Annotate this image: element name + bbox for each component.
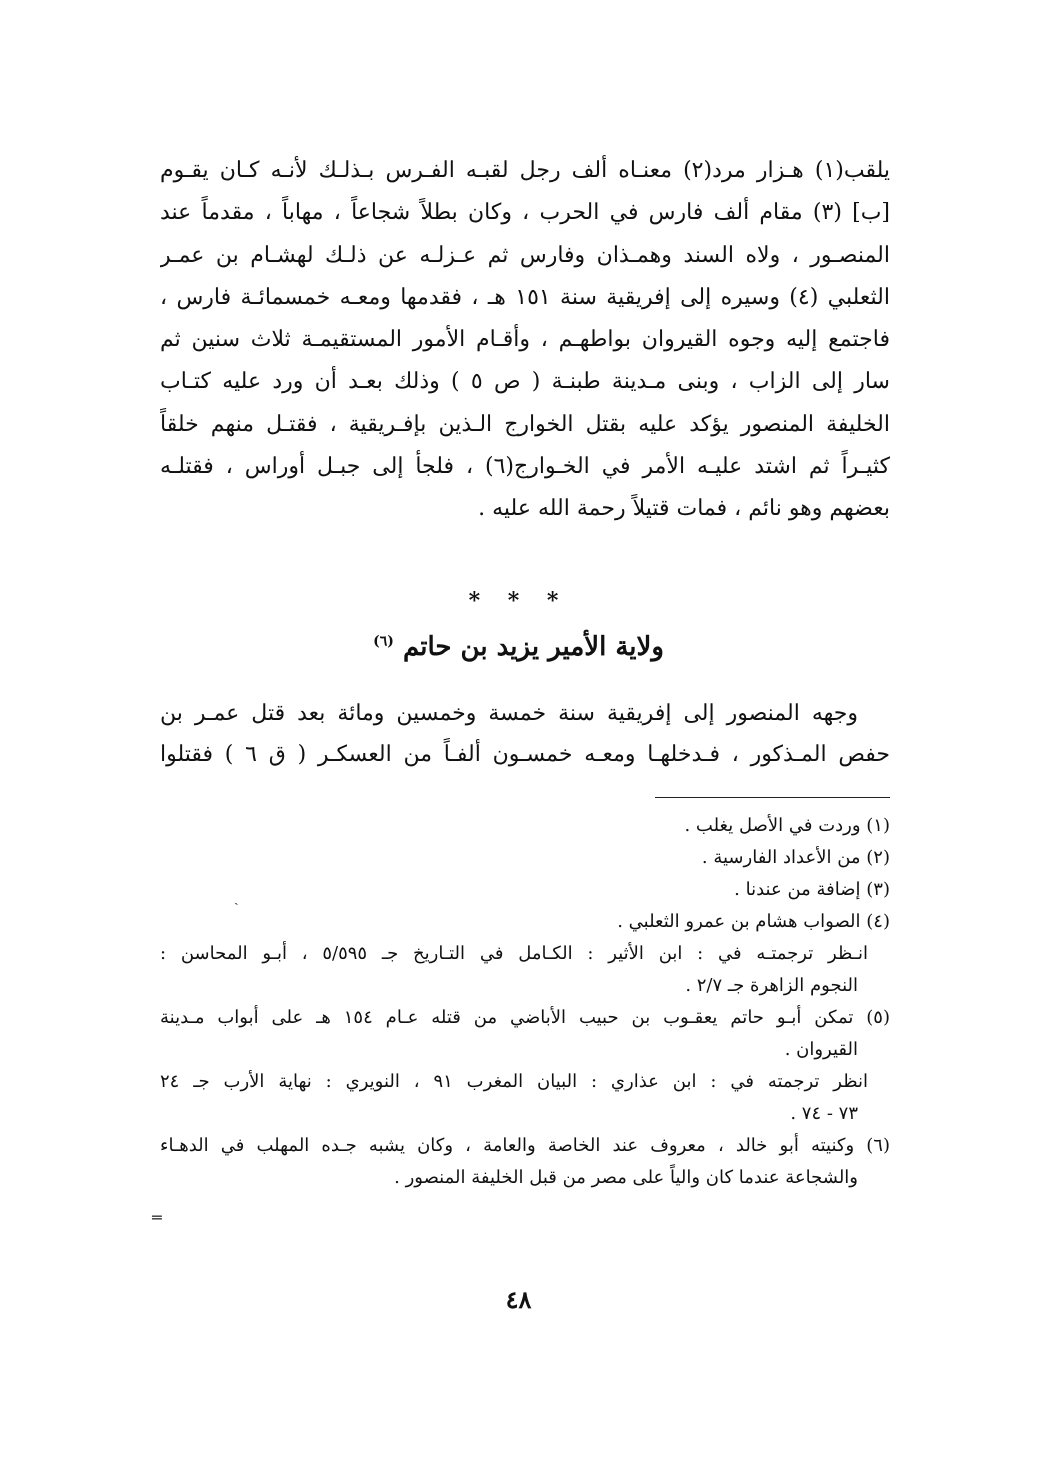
text-line: سار إلى الزاب ، وبنى مـدينة طبنـة ( ص ٥ ) وذلك بعـد أن ورد عليه كتـاب [160,369,890,395]
scan-speck: ˏ [234,890,239,906]
footnote: (٥) تمكن أبـو حاتم يعقـوب بن حبيب الأباضي من قتله عـام ١٥٤ هـ على أبواب مـدينة [160,1007,890,1028]
section-heading-text: ولاية الأمير يزيد بن حاتم [402,632,664,662]
footnote-reference: انظر ترجمته في : ابن عذاري : البيان المغرب ٩١ ، النويري : نهاية الأرب جـ ٢٤ [160,1071,868,1092]
footnote: (١) وردت في الأصل يغلب . [684,815,890,836]
footnote: (٣) إضافة من عندنا . [734,879,890,900]
text-line: يلقب(١) هـزار مرد(٢) معنـاه ألف رجل لقبـه الفـرس بـذلـك لأنـه كـان يقـوم [160,158,890,183]
scan-mark: ═ [152,1208,162,1227]
footnote-continuation: النجوم الزاهرة جـ ٢/٧ . [685,975,858,996]
text-line: بعضهم وهو نائم ، فمات قتيلاً رحمة الله عليه . [478,496,890,522]
text-line: فاجتمع إليه وجوه القيروان بواطهـم ، وأقـام الأمور المستقيمـة ثلاث سنين ثم [160,327,890,353]
text-line: المنصـور ، ولاه السند وهمـذان وفارس ثم عـزلـه عن ذلـك لهشـام بن عمـر [160,242,890,268]
main-paragraph [160,150,890,531]
footnotes [160,810,890,1194]
footnote-continuation: القيروان . [784,1039,858,1060]
text-line: [ب] (٣) مقام ألف فارس في الحرب ، وكان بطلاً شجاعاً ، مهاباً ، مقدماً عند [160,200,890,226]
second-paragraph [160,693,890,775]
text-line: كثيـراً ثم اشتد عليـه الأمر في الخـوارج(٦) ، فلجأ إلى جبـل أوراس ، فقتلـه [160,454,890,480]
footnote-reference: انـظر ترجمتـه في : ابن الأثير : الكـامل في التـاريخ جـ ٥/٥٩٥ ، أبـو المحاسن : [160,943,868,964]
footnote: (٢) من الأعداد الفارسية . [701,847,890,868]
text-line: وجهه المنصور إلى إفريقية سنة خمسة وخمسين ومائة بعد قتل عمـر بن [160,701,858,726]
footnote-continuation: ٧٣ - ٧٤ . [790,1103,858,1124]
footnote-ref: (٦) [373,633,394,650]
page-number: ٤٨ [505,1285,532,1314]
footnote: (٦) وكنيته أبو خالد ، معروف عند الخاصة والعامة ، وكان يشبه جـده المهلب في الدهـاء [160,1135,890,1156]
section-heading [0,632,1037,662]
text-line: حفص المـذكور ، فـدخلهـا ومعـه خمسـون ألفـاً من العسكـر ( ق ٦ ) فقتلوا [160,742,890,767]
text-line: الثعلبي (٤) وسيره إلى إفريقية سنة ١٥١ هـ ، فقدمها ومعـه خمسمائـة فارس ، [160,284,890,310]
footnote-divider [655,797,890,798]
section-separator: * * * [468,588,569,614]
footnote: (٤) الصواب هشام بن عمرو الثعلبي . [617,911,890,932]
text-line: الخليفة المنصور يؤكد عليه بقتل الخوارج الـذين بإفـريقية ، فقتـل منهم خلقاً [160,411,890,437]
footnote-continuation: والشجاعة عندما كان والياً على مصر من قبل الخليفة المنصور . [394,1167,858,1188]
